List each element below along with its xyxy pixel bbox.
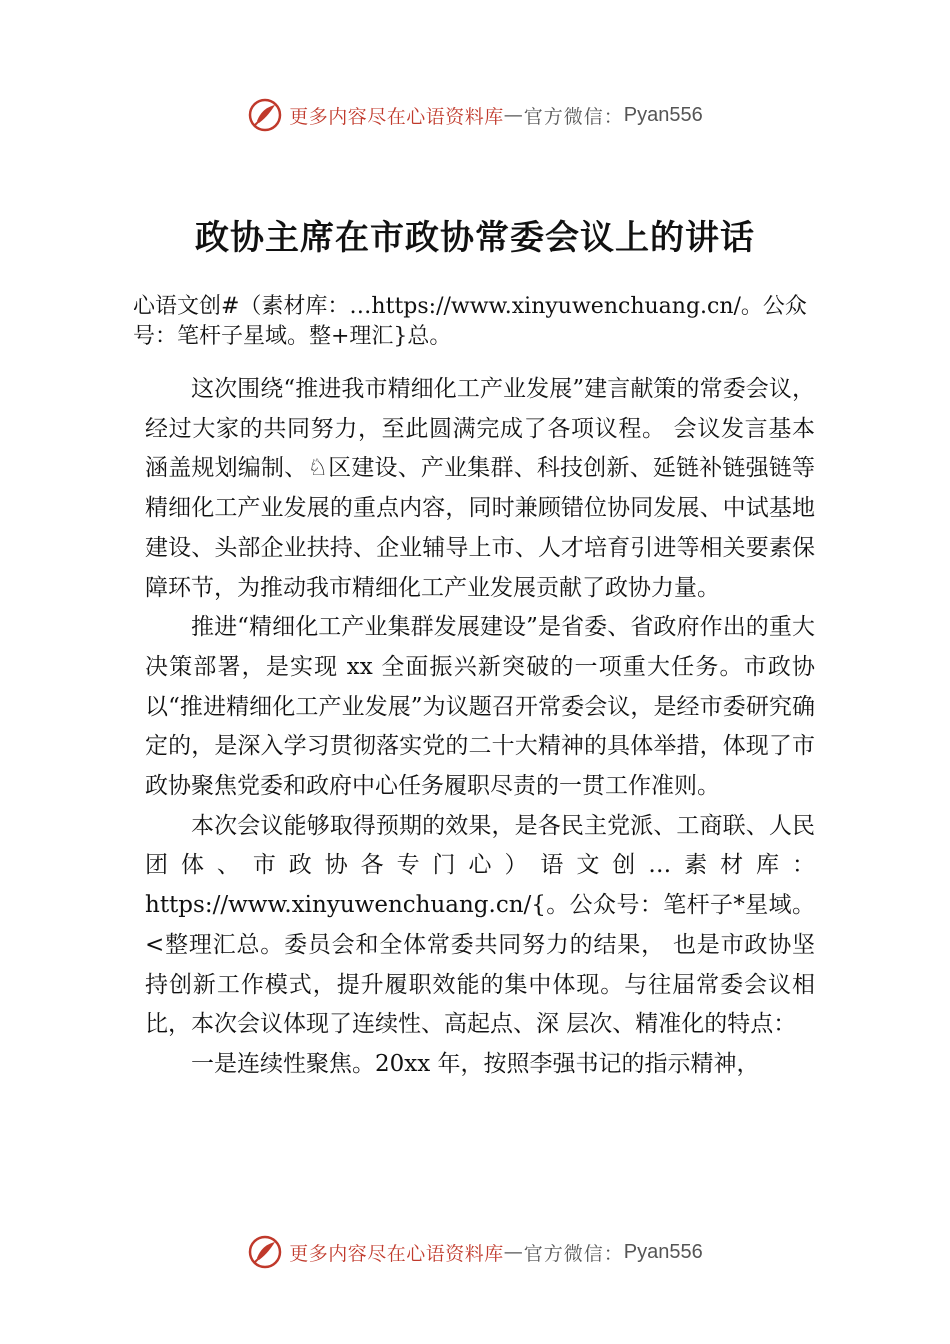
document-title: 政协主席在市政协常委会议上的讲话	[195, 218, 755, 258]
footer-watermark-banner	[0, 1232, 950, 1272]
paragraph-1: 这次围绕“推进我市精细化工产业发展”建言献策的常委会议，经过大家的共同努力，至此圆满完成了各项议程。 会议发言基本涵盖规划编制、♘区建设、产业集群、科技创新、延链补链强链等精细化工产业发展的重点内容，同时兼顾错位协同发展、中试基地建设、头部企业扶持、企业辅导上市、人才培育引进等相关要素保障环节，为推动我市精细化工产业发展贡献了政协力量。	[145, 376, 815, 601]
paragraph-4: 一是连续性聚焦。20xx 年，按照李强书记的指示精神，	[191, 1050, 760, 1077]
brand-logo-icon	[247, 97, 283, 133]
banner-wechat-label: 官方微信：	[523, 1242, 624, 1265]
banner-wechat-id: Pyan556	[623, 103, 703, 126]
source-line: 心语文创#（素材库：…https://www.xinyuwenchuang.cn/。公众号：笔杆子星域。整+理汇}总。	[133, 294, 807, 349]
paragraph-2: 推进“精细化工产业集群发展建设”是省委、省政府作出的重大决策部署，是实现 xx 全面振兴新突破的一项重大任务。市政协以“推进精细化工产业发展”为议题召开常委会议，是经市委研究确定的，是深入学习贯彻落实党的二十大精神的具体举措，体现了市政协聚焦党委和政府中心任务履职尽责的一贯工作准则。	[145, 614, 815, 800]
brand-logo-icon	[247, 1234, 283, 1270]
document-body	[145, 370, 815, 1085]
banner-separator: —	[503, 104, 524, 126]
banner-text: 更多内容尽在心语资料库	[289, 1242, 504, 1265]
header-watermark-banner	[0, 95, 950, 135]
paragraph-3: 本次会议能够取得预期的效果，是各民主党派、工商联、人民团体、市政协各专门心）语文创…素材库：https://www.xinyuwenchuang.cn/{。公众号：笔杆子*星域。<整理汇总。委员会和全体常委共同努力的结果， 也是市政协坚持创新工作模式，提升履职效能的集中体现。与往届常委会议相比，本次会议体现了连续性、高起点、深 层次、精准化的特点：	[145, 812, 815, 1038]
banner-separator: —	[503, 1241, 524, 1263]
banner-wechat-label: 官方微信：	[523, 105, 624, 128]
banner-text: 更多内容尽在心语资料库	[289, 105, 504, 128]
banner-wechat-id: Pyan556	[623, 1240, 703, 1263]
